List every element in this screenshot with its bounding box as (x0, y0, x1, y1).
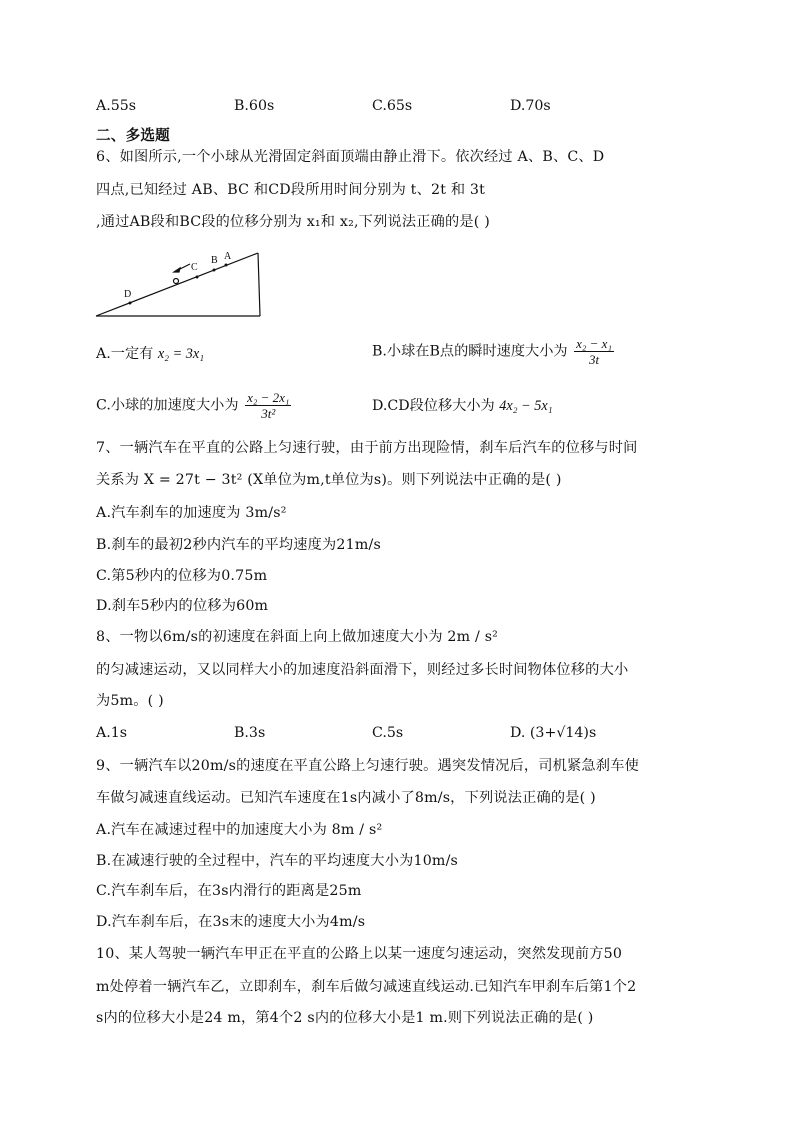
q7-option-d: D.刹车5秒内的位移为60m (96, 598, 269, 614)
q8-option-a: A.1s (96, 725, 128, 741)
point-a-label: A (224, 251, 232, 262)
q6-option-c (96, 390, 293, 421)
q6-option-b-text: B.小球在B点的瞬时速度大小为 (372, 343, 573, 360)
q9-option-a: A.汽车在减速过程中的加速度大小为 8m / s² (96, 822, 383, 838)
section-title: 二、多选题 (96, 127, 170, 144)
q8-stem-line: 的匀减速运动，又以同样大小的加速度沿斜面滑下，则经过多长时间物体位移的大小 (96, 662, 629, 678)
q6-stem-line: ,通过AB段和BC段的位移分别为 x₁和 x₂,下列说法正确的是( ) (96, 214, 490, 230)
q6-option-d-text: D.CD段位移大小为 (372, 398, 500, 414)
q7-stem-line: 7、一辆汽车在平直的公路上匀速行驶，由于前方出现险情，刹车后汽车的位移与时间 (96, 440, 638, 456)
q5-option-d: D.70s (510, 98, 551, 114)
q6-option-b-fraction (574, 336, 614, 367)
q8-stem-line: 为5m。( ) (96, 693, 164, 709)
q5-option-b: B.60s (234, 98, 275, 114)
q6-option-a (96, 344, 204, 364)
q8-stem-line: 8、一物以6m/s的初速度在斜面上向上做加速度大小为 2m / s² (96, 629, 499, 645)
fraction-numerator: x₂ − 2x₁ (247, 390, 290, 405)
q9-option-b: B.在减速行驶的全过程中，汽车的平均速度大小为10m/s (96, 853, 459, 869)
q7-option-c: C.第5秒内的位移为0.75m (96, 568, 268, 584)
q10-stem-line: m处停着一辆汽车乙，立即刹车，刹车后做匀减速直线运动.已知汽车甲刹车后第1个2 (96, 979, 637, 995)
q6-option-a-formula: x₂ = 3x₁ (157, 346, 205, 362)
q9-stem-line: 9、一辆汽车以20m/s的速度在平直公路上匀速行驶。遇突发情况后，司机紧急刹车使 (96, 758, 639, 774)
q6-option-d (372, 396, 553, 416)
fraction-denominator: 3t² (261, 406, 276, 421)
fraction-numerator: x₂ − x₁ (576, 336, 612, 351)
q9-option-d: D.汽车刹车后，在3s末的速度大小为4m/s (96, 914, 366, 930)
q5-option-c: C.65s (372, 98, 413, 114)
q5-option-a: A.55s (96, 98, 137, 114)
q6-option-c-fraction (245, 390, 291, 421)
q6-option-c-text: C.小球的加速度大小为 (96, 397, 244, 414)
q6-option-a-text: A.一定有 (96, 346, 158, 362)
q8-option-d: D. (3+√14)s (510, 725, 597, 741)
q9-option-c: C.汽车刹车后，在3s内滑行的距离是25m (96, 883, 362, 899)
incline-diagram (94, 248, 274, 322)
q9-stem-line: 车做匀减速直线运动。已知汽车速度在1s内减小了8m/s，下列说法正确的是( ) (96, 790, 596, 806)
q6-option-d-formula: 4x₂ − 5x₁ (499, 398, 553, 414)
q7-option-b: B.刹车的最初2秒内汽车的平均速度为21m/s (96, 537, 381, 553)
q10-stem-line: 10、某人驾驶一辆汽车甲正在平直的公路上以某一速度匀速运动，突然发现前方50 (96, 946, 623, 962)
q8-option-c: C.5s (372, 725, 404, 741)
point-c-label: C (191, 262, 198, 273)
q6-stem-line: 6、如图所示,一个小球从光滑固定斜面顶端由静止滑下。依次经过 A、B、C、D (96, 149, 605, 165)
point-b-label: B (211, 255, 218, 266)
fraction-denominator: 3t (588, 352, 600, 367)
q7-stem-line: 关系为 X = 27t − 3t² (X单位为m,t单位为s)。则下列说法中正确的是( ) (96, 472, 562, 488)
q6-stem-line: 四点,已知经过 AB、BC 和CD段所用时间分别为 t、2t 和 3t (96, 182, 486, 198)
q10-stem-line: s内的位移大小是24 m，第4个2 s内的位移大小是1 m.则下列说法正确的是( ) (96, 1010, 594, 1026)
q7-option-a: A.汽车刹车的加速度为 3m/s² (96, 505, 287, 521)
q6-option-b (372, 336, 616, 367)
point-d-label: D (124, 289, 132, 300)
q8-option-b: B.3s (234, 725, 266, 741)
